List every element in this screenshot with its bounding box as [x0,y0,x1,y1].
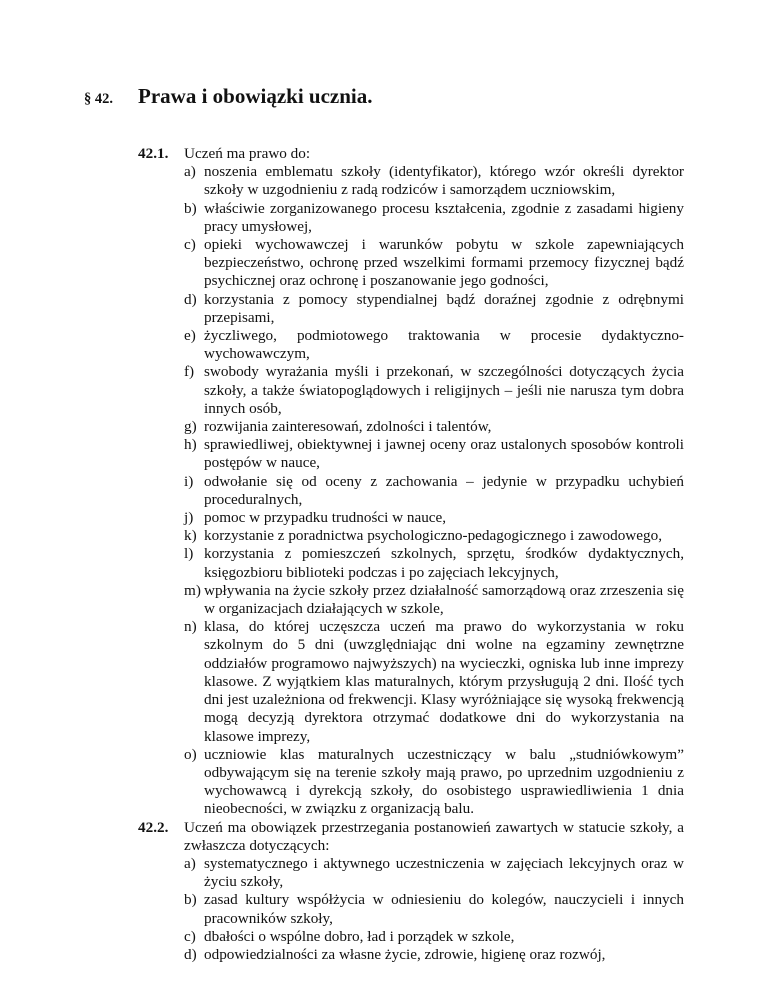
list-item [184,163,684,199]
item-text: systematycznego i aktywnego uczestniczenia w zajęciach lekcyjnych oraz w życiu szkoły, [204,854,684,891]
list-item [184,418,684,436]
duties-list [184,855,684,964]
list-item [184,200,684,236]
rights-list [184,163,684,818]
item-text: odpowiedzialności za własne życie, zdrowie, higienę oraz rozwój, [204,945,606,963]
clause-lead: Uczeń ma prawo do: [184,145,311,162]
item-text: odwołanie się od oceny z zachowania – jedynie w przypadku uchybień proceduralnych, [204,472,684,508]
item-text: korzystanie z poradnictwa psychologiczno-pedagogicznego i zawodowego, [204,527,662,545]
item-text: klasa, do której uczęszcza uczeń ma prawo do wykorzystania w roku szkolnym do 5 dni (uwzględniając dni wolne na egzaminy zewnętrzne oddziałów programowo najwyższych) na wycieczki, ogniska lub inne imprezy klasowe. Z wyjątkiem klas maturalnych, którym przysługują 2 dni. Ilość tych dni jest uzależniona od frekwencji. Klasy wyróżniające się wysoką frekwencją mogą decyzją dyrektora otrzymać dodatkowe dni do wykorzystania na klasowe imprezy, [204,618,684,745]
item-text: korzystania z pomieszczeń szkolnych, sprzętu, środków dydaktycznych, księgozbioru biblioteki podczas i po zajęciach lekcyjnych, [204,545,684,581]
item-letter: c) [184,927,196,945]
list-item [184,746,684,819]
item-text: korzystania z pomocy stypendialnej bądź doraźnej zgodnie z odrębnymi przepisami, [204,290,684,326]
list-item [184,509,684,527]
item-text: dbałości o wspólne dobro, ład i porządek w szkole, [204,927,515,945]
list-item [184,236,684,291]
list-item [184,855,684,891]
item-text: pomoc w przypadku trudności w nauce, [204,509,447,527]
item-letter: n) [184,618,197,636]
item-letter: l) [184,545,194,563]
item-letter: a) [184,163,196,181]
item-letter: b) [184,891,197,909]
item-letter: j) [184,509,194,527]
item-text: noszenia emblematu szkoły (identyfikator), którego wzór określi dyrektor szkoły w uzgodnieniu z radą rodziców i samorządem uczniowskim, [204,163,684,199]
item-letter: i) [184,472,194,490]
list-item [184,618,684,745]
item-letter: d) [184,290,197,308]
item-text: zasad kultury współżycia w odniesieniu do kolegów, nauczycieli i innych pracowników szkoły, [204,891,684,927]
list-item [184,545,684,581]
item-text: uczniowie klas maturalnych uczestniczący w balu „studniówkowym” odbywającym się na terenie szkoły mają prawo, po uprzednim uzgodnieniu z wychowawcą i dyrekcją szkoły, do osobistego usprawiedliwienia 1 dnia nieobecności, w związku z organizacją balu. [204,745,684,818]
item-letter: h) [184,436,197,454]
item-letter: o) [184,745,197,763]
item-text: sprawiedliwej, obiektywnej i jawnej oceny oraz ustalonych sposobów kontroli postępów w nauce, [204,436,684,472]
clause-rights [84,145,684,819]
section-title: Prawa i obowiązki ucznia. [138,84,373,108]
item-text: rozwijania zainteresowań, zdolności i talentów, [204,418,492,436]
item-text: właściwie zorganizowanego procesu kształcenia, zgodnie z zasadami higieny pracy umysłowej, [204,199,684,235]
item-letter: g) [184,418,197,436]
item-letter: e) [184,327,196,345]
section-number: § 42. [84,91,113,107]
list-item [184,363,684,418]
list-item [184,928,684,946]
clause-duties [84,819,684,965]
list-item [184,527,684,545]
list-item [184,436,684,472]
item-letter: a) [184,854,196,872]
list-item [184,291,684,327]
item-letter: c) [184,236,196,254]
list-item [184,473,684,509]
item-text: opieki wychowawczej i warunków pobytu w szkole zapewniających bezpieczeństwo, ochronę przed wszelkimi formami przemocy fizycznej bądź psychicznej oraz ochronę i poszanowanie jego godności, [204,236,684,290]
list-item [184,891,684,927]
section-heading [84,84,373,109]
item-letter: f) [184,363,195,381]
clause-number: 42.1. [138,145,169,162]
item-letter: k) [184,527,197,545]
list-item [184,582,684,618]
document-body [84,145,684,964]
clause-lead: Uczeń ma obowiązek przestrzegania postanowień zawartych w statucie szkoły, a zwłaszcza dotyczących: [184,818,684,854]
item-text: życzliwego, podmiotowego traktowania w procesie dydaktyczno-wychowawczym, [204,327,684,363]
list-item [184,946,684,964]
item-text: swobody wyrażania myśli i przekonań, w szczególności dotyczących życia szkoły, a także światopoglądowych i religijnych – jeśli nie narusza tym dobra innych osób, [204,363,684,417]
item-letter: m) [184,581,201,599]
item-letter: d) [184,945,197,963]
clause-number: 42.2. [138,818,169,836]
list-item [184,327,684,363]
item-letter: b) [184,199,197,217]
item-text: wpływania na życie szkoły przez działalność samorządową oraz zrzeszenia się w organizacjach działających w szkole, [204,581,684,618]
